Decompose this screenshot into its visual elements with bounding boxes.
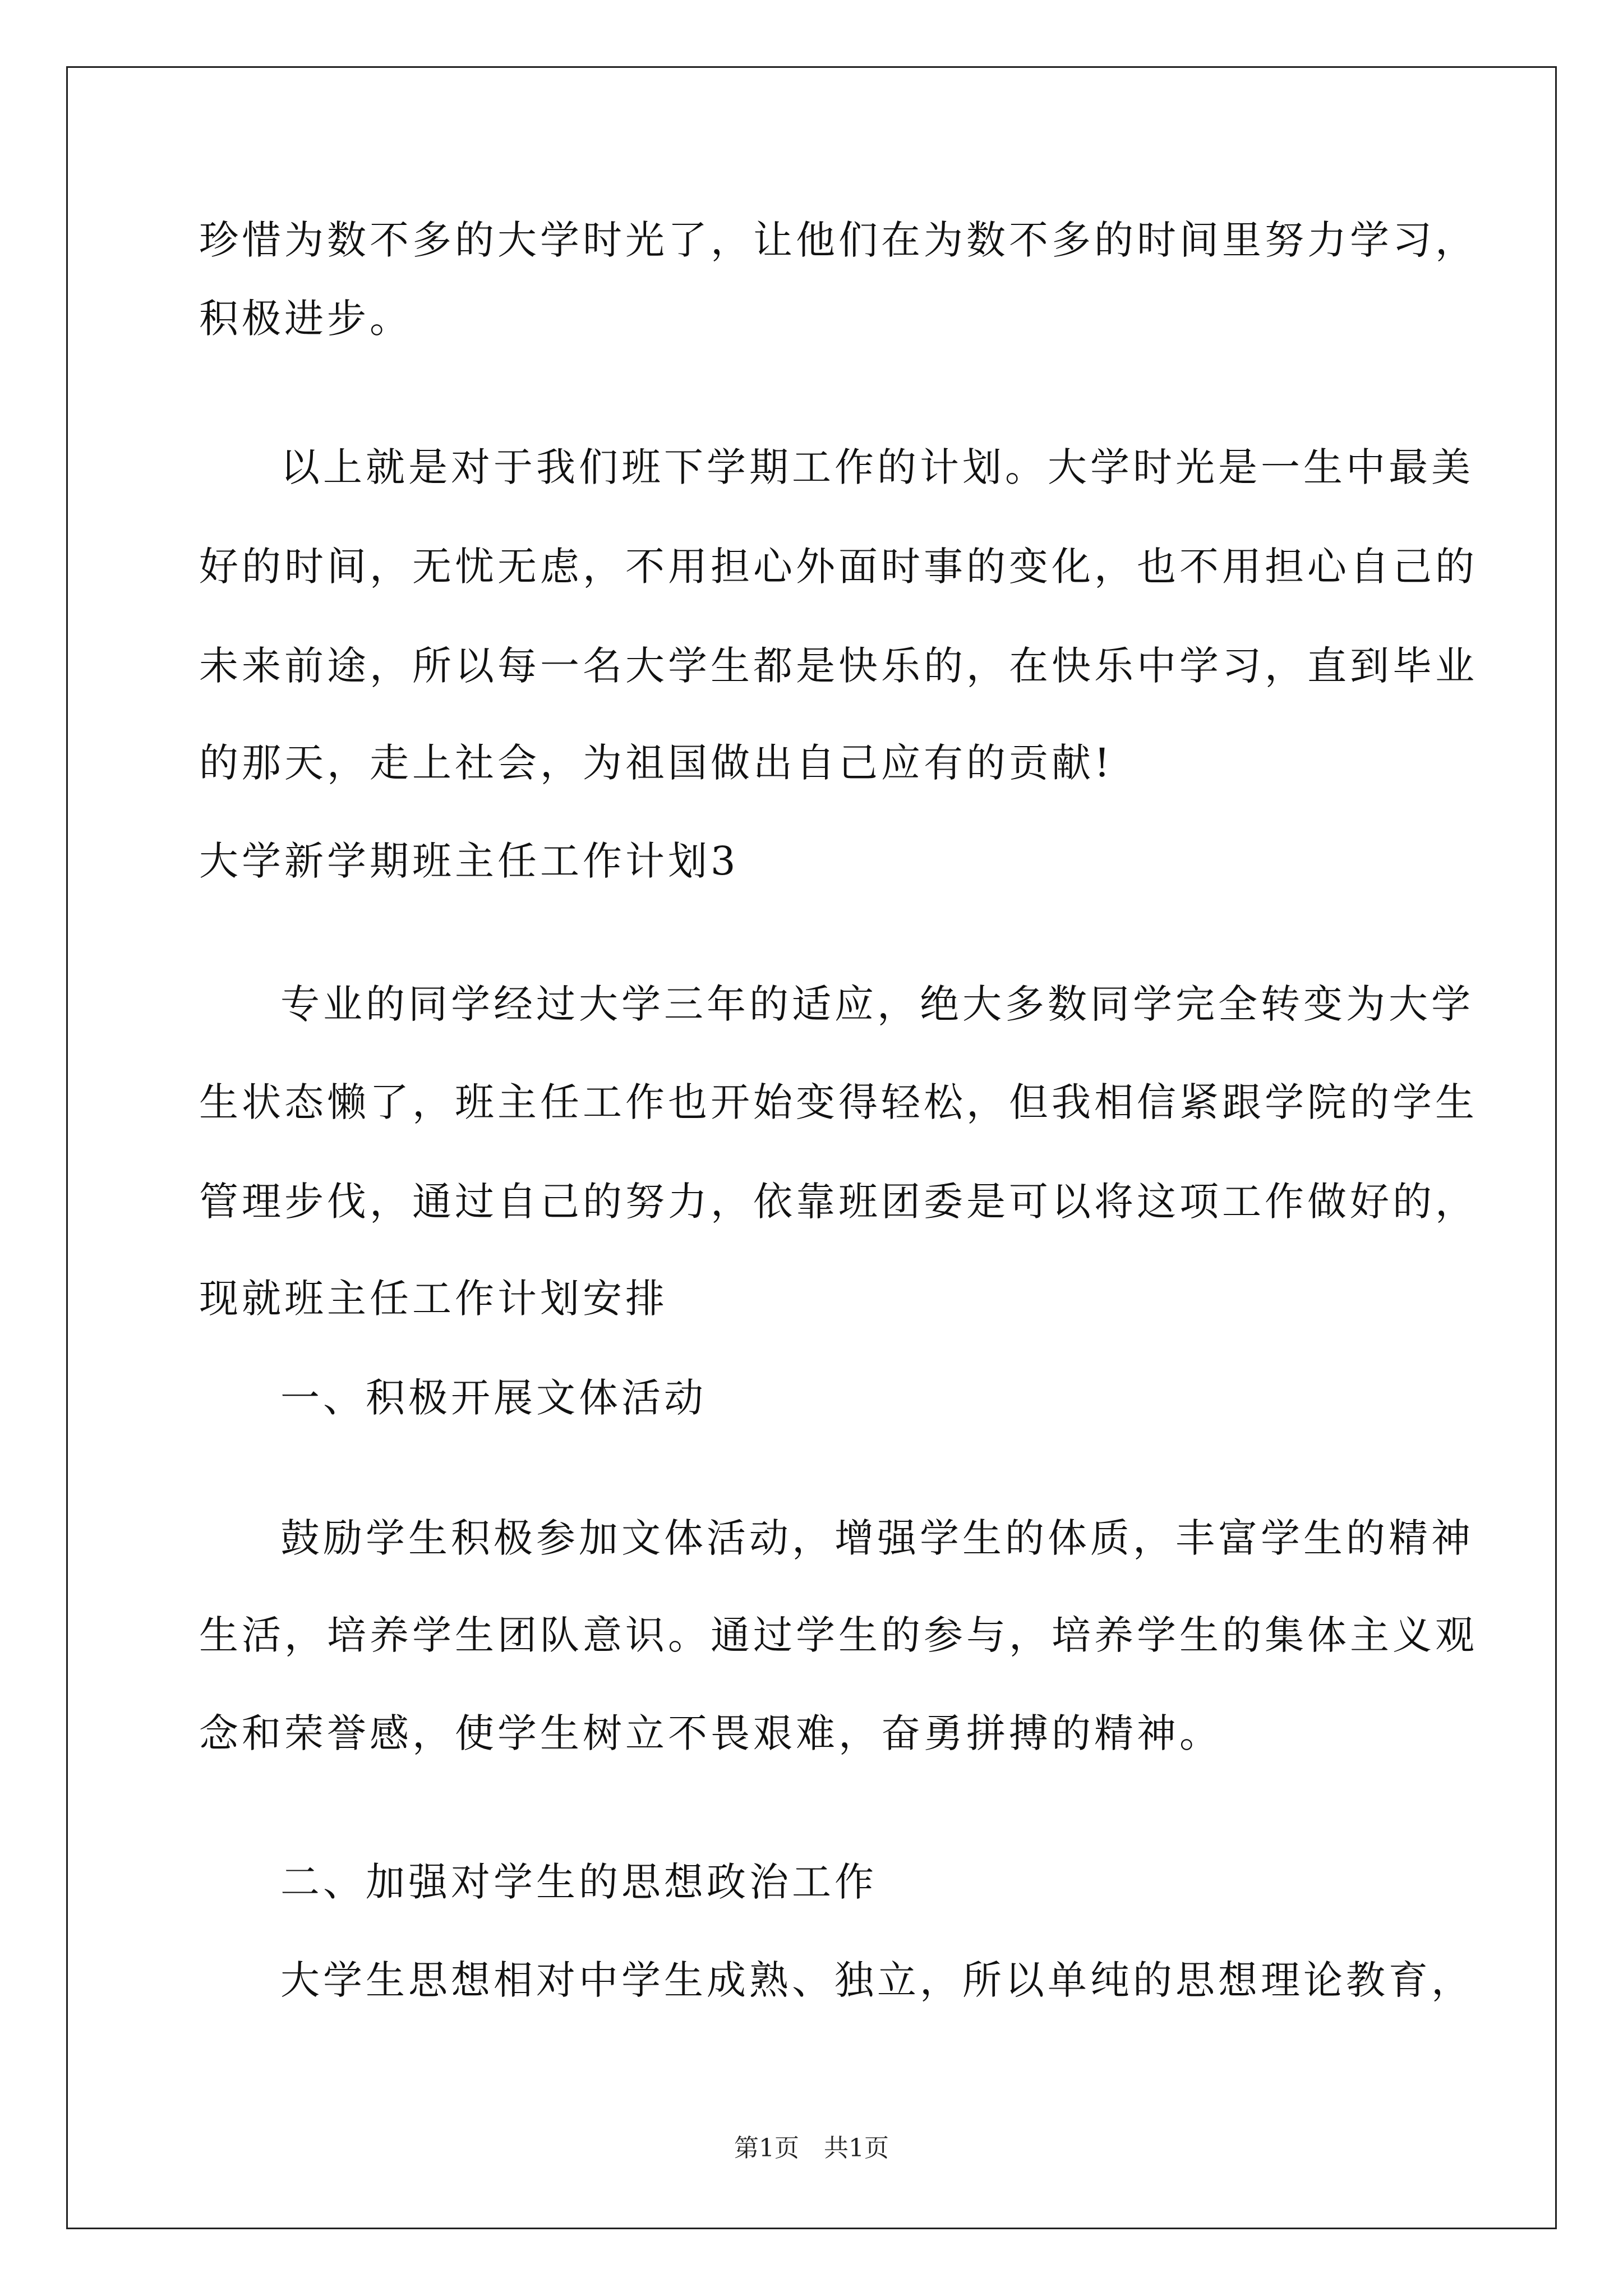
body-line-2: 积极进步。: [199, 296, 412, 342]
subheading-2: 二、加强对学生的思想政治工作: [280, 1859, 877, 1905]
body-line-3: 以上就是对于我们班下学期工作的计划。大学时光是一生中最美: [280, 444, 1474, 490]
body-line-15: 念和荣誉感，使学生树立不畏艰难，奋勇拼搏的精神。: [199, 1710, 1222, 1756]
body-line-6: 的那天，走上社会，为祖国做出自己应有的贡献!: [199, 740, 1114, 786]
body-line-5: 未来前途，所以每一名大学生都是快乐的，在快乐中学习，直到毕业: [199, 643, 1478, 689]
page-footer: 第1页 共1页: [734, 2134, 889, 2162]
body-line-4: 好的时间，无忧无虑，不用担心外面时事的变化，也不用担心自己的: [199, 544, 1478, 590]
body-line-9: 生状态懒了，班主任工作也开始变得轻松，但我相信紧跟学院的学生: [199, 1079, 1478, 1125]
body-line-10: 管理步伐，通过自己的努力，依靠班团委是可以将这项工作做好的，: [199, 1179, 1478, 1225]
body-line-13: 鼓励学生积极参加文体活动，增强学生的体质，丰富学生的精神: [280, 1515, 1474, 1561]
subheading-1: 一、积极开展文体活动: [280, 1375, 707, 1421]
body-line-17: 大学生思想相对中学生成熟、独立，所以单纯的思想理论教育，: [280, 1957, 1474, 2003]
body-line-14: 生活，培养学生团队意识。通过学生的参与，培养学生的集体主义观: [199, 1612, 1478, 1658]
section-heading-3: 大学新学期班主任工作计划3: [199, 838, 739, 884]
body-line-11: 现就班主任工作计划安排: [199, 1276, 668, 1322]
body-line-8: 专业的同学经过大学三年的适应，绝大多数同学完全转变为大学: [280, 981, 1474, 1027]
body-line-1: 珍惜为数不多的大学时光了，让他们在为数不多的时间里努力学习，: [199, 217, 1478, 263]
